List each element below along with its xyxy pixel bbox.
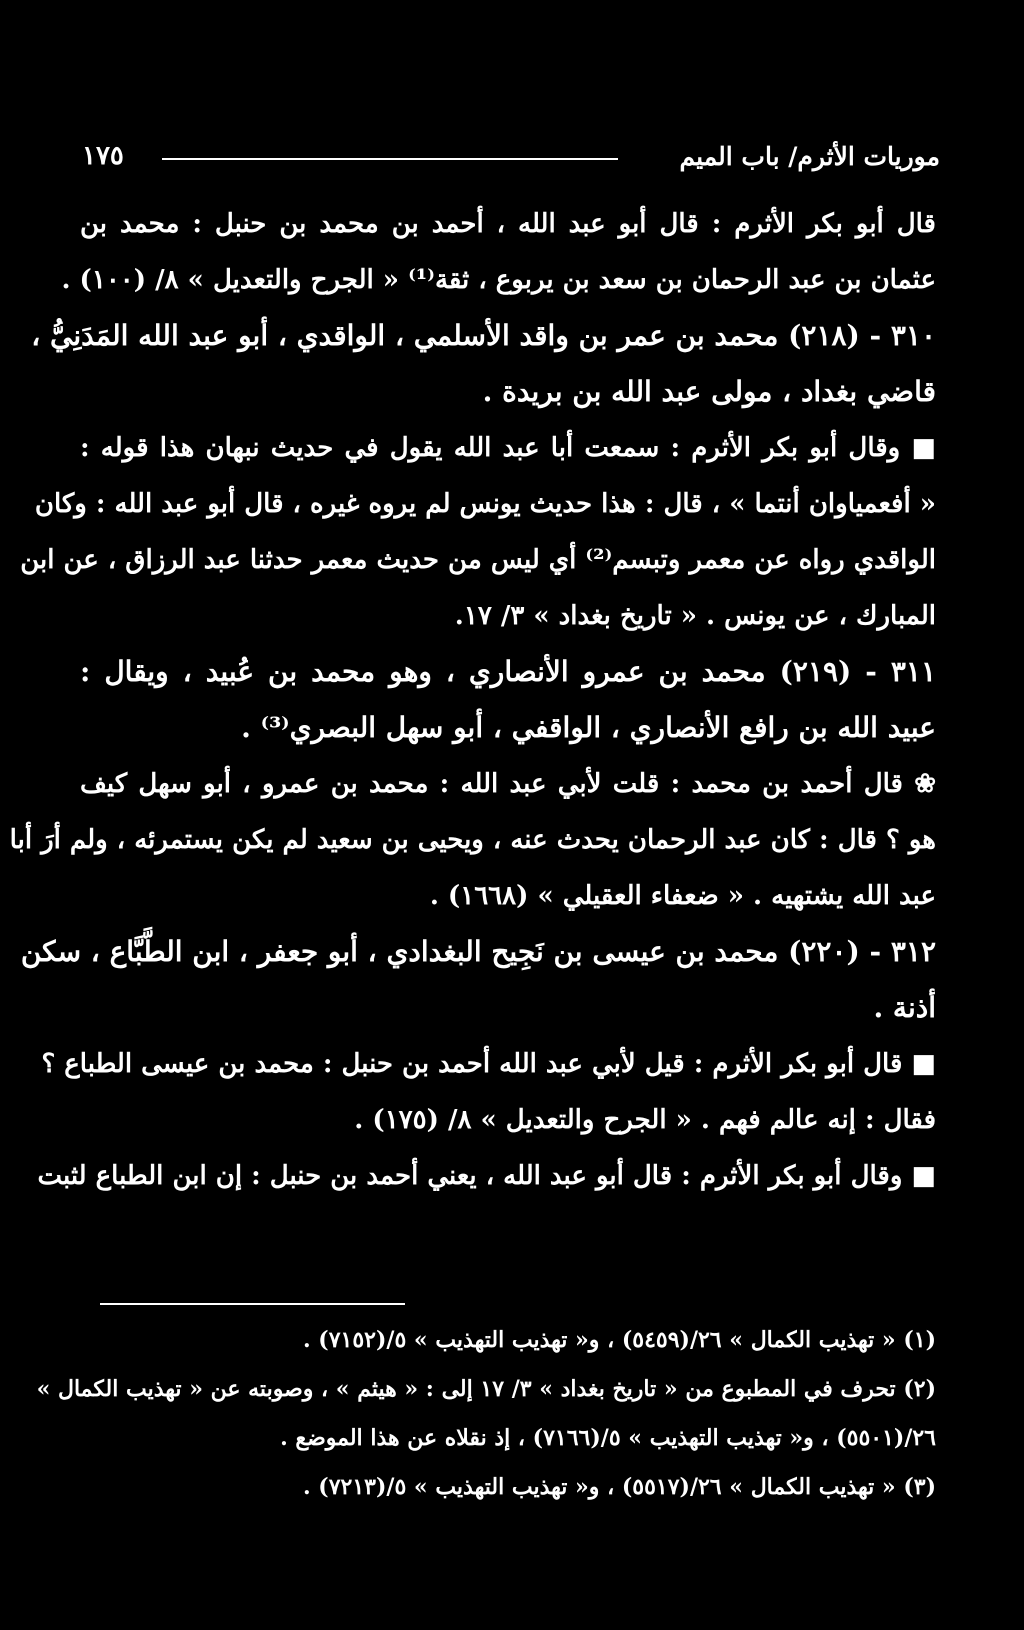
text-line: قال أبو بكر الأثرم : قال أبو عبد الله ، أحمد بن محمد بن حنبل : محمد بن [80,209,936,239]
main-text [9,196,936,1204]
footnote-separator [100,1303,405,1305]
entry-heading: ٣١١ - (٢١٩) محمد بن عمرو الأنصاري ، وهو محمد بن عُبيد ، ويقال : [80,655,936,688]
footnotes [36,1316,936,1512]
text-line: فقال : إنه عالم فهم . « الجرح والتعديل » ٨/ (١٧٥) . [354,1105,936,1135]
footnote: (٣) « تهذيب الكمال » ٢٦/(٥٥١٧) ، و« تهذيب التهذيب » ٥/(٧٢١٣) . [302,1474,936,1500]
text-line: الواقدي رواه عن معمر وتبسم⁽²⁾ أي ليس من حديث معمر حدثنا عبد الرزاق ، عن ابن [20,545,936,575]
header-rule [162,158,618,160]
footnote: (٢) تحرف في المطبوع من « تاريخ بغداد » ٣/ ١٧ إلى : « هيثم » ، وصوبته عن « تهذيب الكمال » [36,1376,936,1402]
text-line: « أفعمياوان أنتما » ، قال : هذا حديث يونس لم يروه غيره ، قال أبو عبد الله : وكان [34,489,936,519]
entry-heading: ٣١٠ - (٢١٨) محمد بن عمر بن واقد الأسلمي ، الواقدي ، أبو عبد الله المَدَنِيُّ ، [31,319,936,352]
footnote: ٢٦/(٥٥٠١) ، و« تهذيب التهذيب » ٥/(٧١٦٦) ، إذ نقلاه عن هذا الموضع . [280,1425,936,1451]
entry-heading: ٣١٢ - (٢٢٠) محمد بن عيسى بن نَجِيح البغدادي ، أبو جعفر ، ابن الطَّبَّاع ، سكن [20,935,936,968]
entry-heading: أذنة . [873,991,936,1024]
text-line: ❀ قال أحمد بن محمد : قلت لأبي عبد الله : محمد بن عمرو ، أبو سهل كيف [80,769,936,799]
text-line: ■ وقال أبو بكر الأثرم : قال أبو عبد الله ، يعني أحمد بن حنبل : إن ابن الطباع لثبت [37,1161,936,1191]
text-line: المبارك ، عن يونس . « تاريخ بغداد » ٣/ ١٧. [454,601,936,631]
text-line: هو ؟ قال : كان عبد الرحمان يحدث عنه ، ويحيى بن سعيد لم يكن يستمرئه ، ولم أرَ أبا [9,825,936,855]
running-title: موريات الأثرم/ باب الميم [679,141,940,171]
page-header [82,136,940,176]
page-number: ١٧٥ [82,141,124,171]
text-line: عثمان بن عبد الرحمان بن سعد بن يربوع ، ثقة⁽¹⁾ « الجرح والتعديل » ٨/ (١٠٠) . [61,265,936,295]
entry-heading: قاضي بغداد ، مولى عبد الله بن بريدة . [482,375,936,408]
text-line: عبد الله يشتهيه . « ضعفاء العقيلي » (١٦٦٨) . [429,881,936,911]
text-line: ■ وقال أبو بكر الأثرم : سمعت أبا عبد الله يقول في حديث نبهان هذا قوله : [80,433,936,463]
entry-heading: عبيد الله بن رافع الأنصاري ، الواقفي ، أبو سهل البصري⁽³⁾ . [241,711,936,744]
footnote: (١) « تهذيب الكمال » ٢٦/(٥٤٥٩) ، و« تهذيب التهذيب » ٥/(٧١٥٢) . [302,1327,936,1353]
text-line: ■ قال أبو بكر الأثرم : قيل لأبي عبد الله أحمد بن حنبل : محمد بن عيسى الطباع ؟ [41,1049,936,1079]
